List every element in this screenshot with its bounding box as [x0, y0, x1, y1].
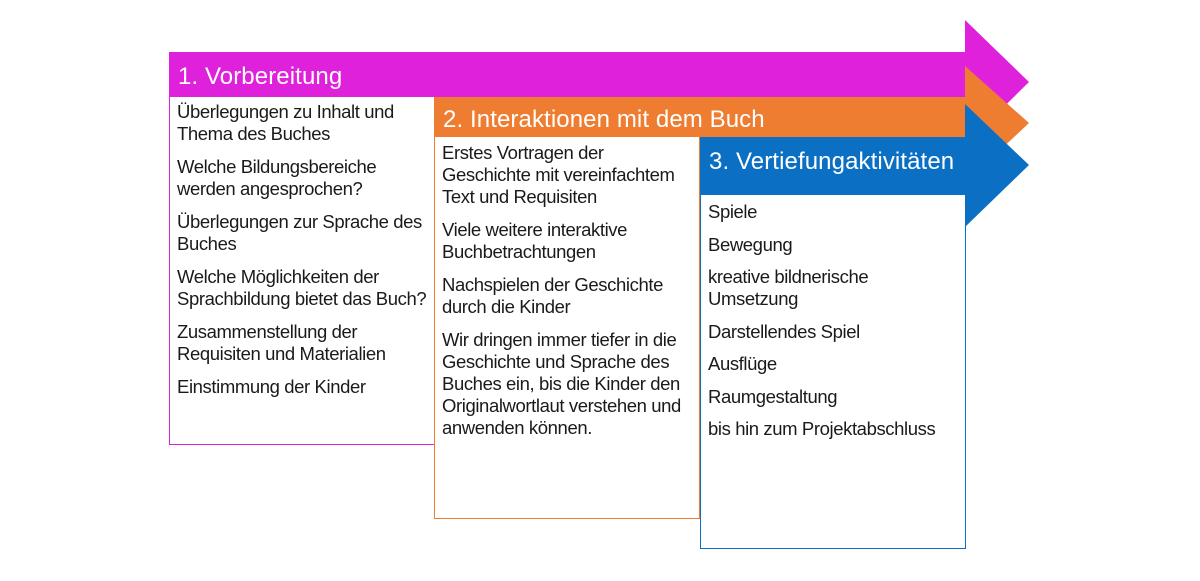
- phase-3-item: Ausflüge: [708, 353, 777, 374]
- phase-1-item: Zusammenstellung der Requisiten und Materialien: [177, 321, 386, 364]
- phase-3-item: Bewegung: [708, 233, 793, 255]
- phase-2-title: 2. Interaktionen mit dem Buch: [443, 106, 765, 133]
- phase-3-item: Raumgestaltung: [708, 385, 838, 407]
- phase-1-item: Überlegungen zur Sprache des Buches: [177, 211, 422, 254]
- phase-1-box: [169, 97, 434, 445]
- phase-3-title: 3. Vertiefungaktivitäten: [709, 148, 955, 175]
- phase-3-item: Darstellendes Spiel: [708, 320, 860, 342]
- phase-3-box: [700, 195, 966, 549]
- phase-3-list: [708, 201, 961, 440]
- phase-3-item: kreative bildnerische Umsetzung: [708, 266, 869, 309]
- phase-1-item: Welche Bildungsbereiche werden angesprochen?: [177, 156, 377, 199]
- phase-2-item: Nachspielen der Geschichte durch die Kinder: [442, 274, 663, 317]
- phase-3-item: Spiele: [708, 201, 758, 222]
- phase-2-item: Viele weitere interaktive Buchbetrachtungen: [442, 219, 628, 262]
- phase-1-item: Überlegungen zu Inhalt und Thema des Buches: [177, 101, 394, 144]
- phase-2-box: [434, 137, 700, 519]
- phase-2-item: Erstes Vortragen der Geschichte mit vereinfachtem Text und Requisiten: [442, 142, 675, 207]
- phase-1-item: Einstimmung der Kinder: [177, 376, 366, 397]
- phase-1-list: [177, 101, 430, 398]
- phase-1-item: Welche Möglichkeiten der Sprachbildung bietet das Buch?: [177, 266, 427, 309]
- phase-3-item: bis hin zum Projektabschluss: [708, 418, 936, 439]
- phase-2-item: Wir dringen immer tiefer in die Geschichte und Sprache des Buches ein, bis die Kinder den Originalwortlaut verstehen und anwenden können.: [442, 329, 681, 438]
- phase-1-title: 1. Vorbereitung: [178, 63, 343, 90]
- phase-2-list: [442, 142, 695, 439]
